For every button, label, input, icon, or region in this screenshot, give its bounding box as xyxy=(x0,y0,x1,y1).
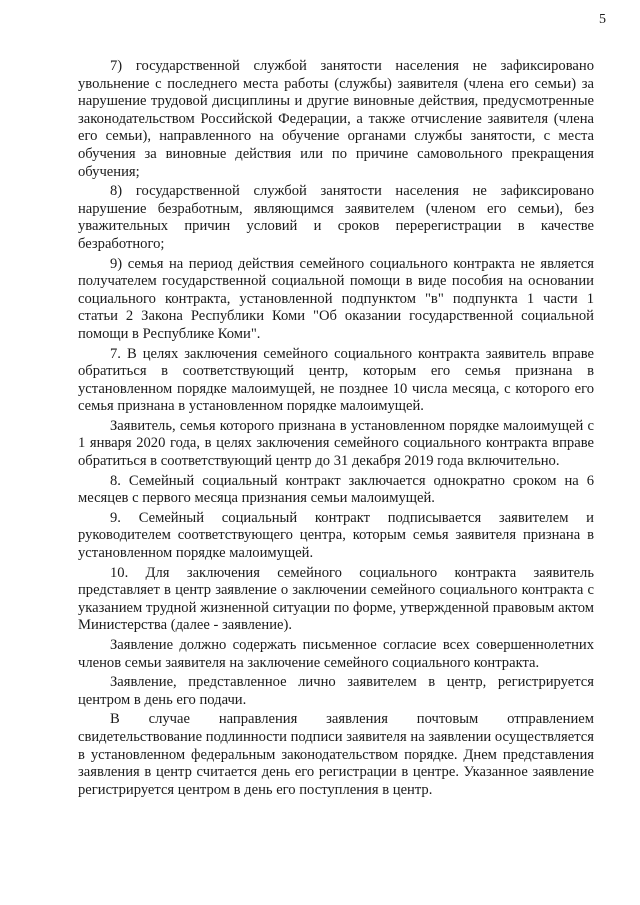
page-number: 5 xyxy=(599,12,606,27)
document-body xyxy=(78,58,594,801)
paragraph-item-9: 9) семья на период действия семейного социального контракта не является получателем государственной социальной помощи в виде пособия на основании социального контракта, установленной подпунктом "в" подпункта 1 части 1 статьи 2 Закона Республики Коми "Об оказании государственной социальной помощи в Республике Коми". xyxy=(78,255,594,342)
paragraph-clause-7-applicant: Заявитель, семья которого признана в установленном порядке малоимущей с 1 января 2020 года, в целях заключения семейного социального контракта вправе обратиться в соответствующий центр до 31 декабря 2019 года включительно. xyxy=(78,417,594,470)
paragraph-clause-8: 8. Семейный социальный контракт заключается однократно сроком на 6 месяцев с первого месяца признания семьи малоимущей. xyxy=(78,472,594,507)
paragraph-item-7: 7) государственной службой занятости населения не зафиксировано увольнение с последнего места работы (службы) заявителя (члена его семьи) за нарушение трудовой дисциплины и другие виновные действия, предусмотренные законодательством Российской Федерации, а также отчисление заявителя (члена его семьи), направленного на обучение органами службы занятости, с места обучения за виновные действия или по причине самовольного прекращения обучения; xyxy=(78,58,594,180)
paragraph-postal: В случае направления заявления почтовым отправлением свидетельствование подлинности подписи заявителя на заявлении осуществляется в установленном федеральным законодательством порядке. Днем представления заявления в центр считается день его регистрации в центре. Указанное заявление регистрируется центром в день его поступления в центр. xyxy=(78,711,594,798)
paragraph-clause-7: 7. В целях заключения семейного социального контракта заявитель вправе обратиться в соответствующий центр, которым его семья признана в установленном порядке малоимущей, не позднее 10 числа месяца, с которого его семья признана в установленном порядке малоимущей. xyxy=(78,345,594,415)
paragraph-consent: Заявление должно содержать письменное согласие всех совершеннолетних членов семьи заявителя на заключение семейного социального контракта. xyxy=(78,637,594,671)
paragraph-clause-10: 10. Для заключения семейного социального контракта заявитель представляет в центр заявление о заключении семейного социального контракта с указанием трудной жизненной ситуации по форме, утвержденной правовым актом Министерства (далее - заявление). xyxy=(78,564,594,634)
paragraph-clause-9: 9. Семейный социальный контракт подписывается заявителем и руководителем соответствующего центра, которым семья заявителя признана в установленном порядке малоимущей. xyxy=(78,509,594,562)
paragraph-registration: Заявление, представленное лично заявителем в центр, регистрируется центром в день его подачи. xyxy=(78,674,594,708)
paragraph-item-8: 8) государственной службой занятости населения не зафиксировано нарушение безработным, являющимся заявителем (членом его семьи), без уважительных причин условий и сроков перерегистрации в качестве безработного; xyxy=(78,183,594,252)
